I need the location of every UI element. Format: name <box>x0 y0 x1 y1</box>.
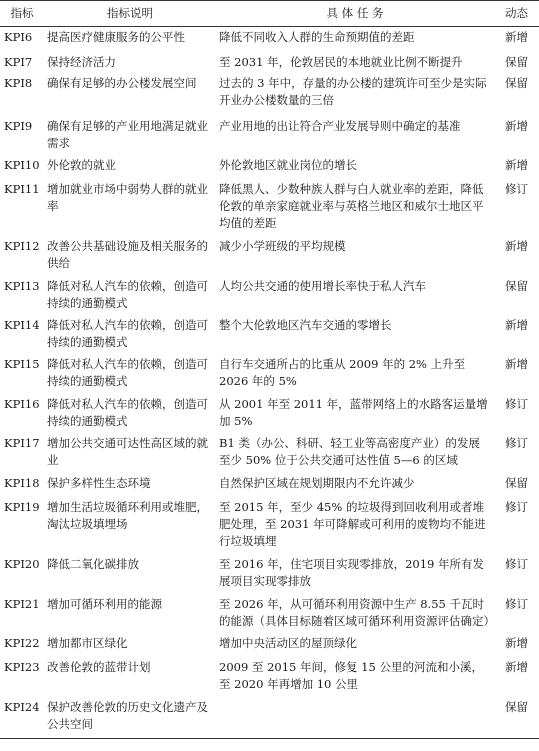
kpi-id: KPI8 <box>4 75 33 90</box>
table-row <box>0 116 539 155</box>
table-row <box>0 497 539 554</box>
kpi-id: KPI21 <box>4 596 40 611</box>
kpi-task: 减少小学班级的平均规模 <box>219 238 346 253</box>
kpi-id: KPI18 <box>4 475 40 490</box>
kpi-task: 产业用地的出让符合产业发展导则中确定的基准 <box>219 118 461 133</box>
kpi-id: KPI15 <box>4 356 40 371</box>
kpi-id: KPI24 <box>4 699 40 714</box>
kpi-id: KPI19 <box>4 499 40 514</box>
kpi-status: 新增 <box>505 635 528 650</box>
kpi-id: KPI16 <box>4 396 40 411</box>
header-kpi: 指标 <box>10 6 34 20</box>
kpi-status: 保留 <box>505 278 528 293</box>
kpi-status: 修订 <box>505 181 528 196</box>
table-row <box>0 73 539 116</box>
kpi-task <box>216 697 494 739</box>
kpi-status: 保留 <box>505 699 528 714</box>
table-row <box>0 236 539 276</box>
kpi-task: 从 2001 年至 2011 年，蓝带网络上的水路客运量增加 5% <box>219 396 488 428</box>
kpi-id: KPI14 <box>4 317 40 332</box>
kpi-status: 保留 <box>505 75 528 90</box>
kpi-description: 保护多样性生态环境 <box>47 475 151 490</box>
kpi-task: 至 2031 年，伦敦居民的本地就业比例不断提升 <box>219 54 463 69</box>
kpi-task: 降低黑人、少数种族人群与白人就业率的差距，降低伦敦的单亲家庭就业率与英格兰地区和威尔士地区平均值的差距 <box>219 181 484 230</box>
kpi-status: 修订 <box>505 499 528 514</box>
header-task: 具 体 任 务 <box>326 6 384 20</box>
header-status: 动态 <box>505 6 528 20</box>
kpi-description: 增加就业市场中弱势人群的就业率 <box>47 181 208 213</box>
kpi-status: 保留 <box>505 475 528 490</box>
kpi-status: 修订 <box>505 396 528 411</box>
table-row <box>0 697 539 739</box>
table-header <box>0 1 539 27</box>
kpi-status: 新增 <box>505 30 528 44</box>
kpi-description: 改善伦敦的蓝带计划 <box>47 659 151 674</box>
kpi-description: 确保有足够的产业用地满足就业需求 <box>47 118 208 150</box>
kpi-task: 自然保护区域在规划期限内不允许减少 <box>219 475 415 490</box>
kpi-description: 确保有足够的办公楼发展空间 <box>47 75 197 90</box>
table-row <box>0 433 539 473</box>
kpi-description: 提高医疗健康服务的公平性 <box>47 30 185 44</box>
table-row <box>0 633 539 657</box>
kpi-description: 增加生活垃圾循环利用或堆肥，淘汰垃圾填埋场 <box>47 499 208 531</box>
kpi-task: 2009 至 2015 年间，修复 15 公里的河流和小溪，至 2020 年再增加 10 公里 <box>219 659 483 691</box>
kpi-task: 至 2026 年，从可循环利用资源中生产 8.55 千瓦时的能源（具体目标随着区域可循环利用资源评估确定） <box>219 596 495 628</box>
kpi-status: 新增 <box>505 118 528 133</box>
kpi-status: 修订 <box>505 556 528 571</box>
kpi-id: KPI13 <box>4 278 40 293</box>
kpi-id: KPI9 <box>4 118 33 133</box>
kpi-status: 修订 <box>505 596 528 611</box>
kpi-description: 增加都市区绿化 <box>47 635 128 650</box>
table-row <box>0 594 539 633</box>
table-row <box>0 473 539 497</box>
kpi-id: KPI22 <box>4 635 40 650</box>
kpi-status: 新增 <box>505 317 528 332</box>
kpi-id: KPI6 <box>4 30 33 44</box>
kpi-task: 外伦敦地区就业岗位的增长 <box>219 157 357 172</box>
kpi-description: 降低二氧化碳排放 <box>47 556 139 571</box>
kpi-task: 增加中央活动区的屋顶绿化 <box>219 635 357 650</box>
kpi-status: 保留 <box>505 54 528 69</box>
table-row <box>0 179 539 236</box>
kpi-id: KPI17 <box>4 435 40 450</box>
kpi-task: 至 2015 年，至少 45% 的垃圾得到回收利用或者堆肥处理，至 2031 年可降解或可利用的废物均不能进行垃圾填埋 <box>219 499 486 548</box>
kpi-task: 整个大伦敦地区汽车交通的零增长 <box>219 317 392 332</box>
table-row <box>0 354 539 394</box>
kpi-description: 降低对私人汽车的依赖，创造可持续的通勤模式 <box>47 278 208 310</box>
kpi-status: 新增 <box>505 157 528 172</box>
table-row <box>0 315 539 354</box>
kpi-task: 至 2016 年，住宅项目实现零排放，2019 年所有发展项目实现零排放 <box>219 556 484 588</box>
kpi-id: KPI7 <box>4 54 33 69</box>
kpi-description: 保持经济活力 <box>47 54 116 69</box>
kpi-status: 新增 <box>505 356 528 371</box>
table-row <box>0 394 539 433</box>
kpi-description: 增加公共交通可达性高区域的就业 <box>47 435 208 467</box>
table-row <box>0 155 539 179</box>
kpi-description: 增加可循环利用的能源 <box>47 596 162 611</box>
kpi-task: 自行车交通所占的比重从 2009 年的 2% 上升至 2026 年的 5% <box>219 356 466 388</box>
table-row <box>0 554 539 594</box>
table-row <box>0 657 539 697</box>
kpi-id: KPI10 <box>4 157 40 172</box>
kpi-task: 降低不同收入人群的生命预期值的差距 <box>219 30 415 44</box>
kpi-id: KPI11 <box>4 181 40 196</box>
table-row <box>0 27 539 52</box>
kpi-description: 降低对私人汽车的依赖，创造可持续的通勤模式 <box>47 317 208 349</box>
kpi-description: 降低对私人汽车的依赖，创造可持续的通勤模式 <box>47 396 208 428</box>
kpi-description: 降低对私人汽车的依赖，创造可持续的通勤模式 <box>47 356 208 388</box>
table-row <box>0 276 539 315</box>
kpi-description: 改善公共基础设施及相关服务的供给 <box>47 238 208 270</box>
kpi-task: 过去的 3 年中，存量的办公楼的建筑许可至少是实际开业办公楼数量的三倍 <box>219 75 487 107</box>
table-row <box>0 52 539 73</box>
kpi-task: 人均公共交通的使用增长率快于私人汽车 <box>219 278 426 293</box>
kpi-description: 外伦敦的就业 <box>47 157 116 172</box>
kpi-status: 新增 <box>505 659 528 674</box>
kpi-status: 新增 <box>505 238 528 253</box>
kpi-status: 修订 <box>505 435 528 450</box>
kpi-id: KPI23 <box>4 659 40 674</box>
kpi-task: B1 类（办公、科研、轻工业等高密度产业）的发展至少 50% 位于公共交通可达性值 5—6 的区域 <box>219 435 480 467</box>
header-description: 指标说明 <box>107 6 153 20</box>
kpi-description: 保护改善伦敦的历史文化遗产及公共空间 <box>47 699 208 731</box>
kpi-id: KPI20 <box>4 556 40 571</box>
kpi-id: KPI12 <box>4 238 40 253</box>
